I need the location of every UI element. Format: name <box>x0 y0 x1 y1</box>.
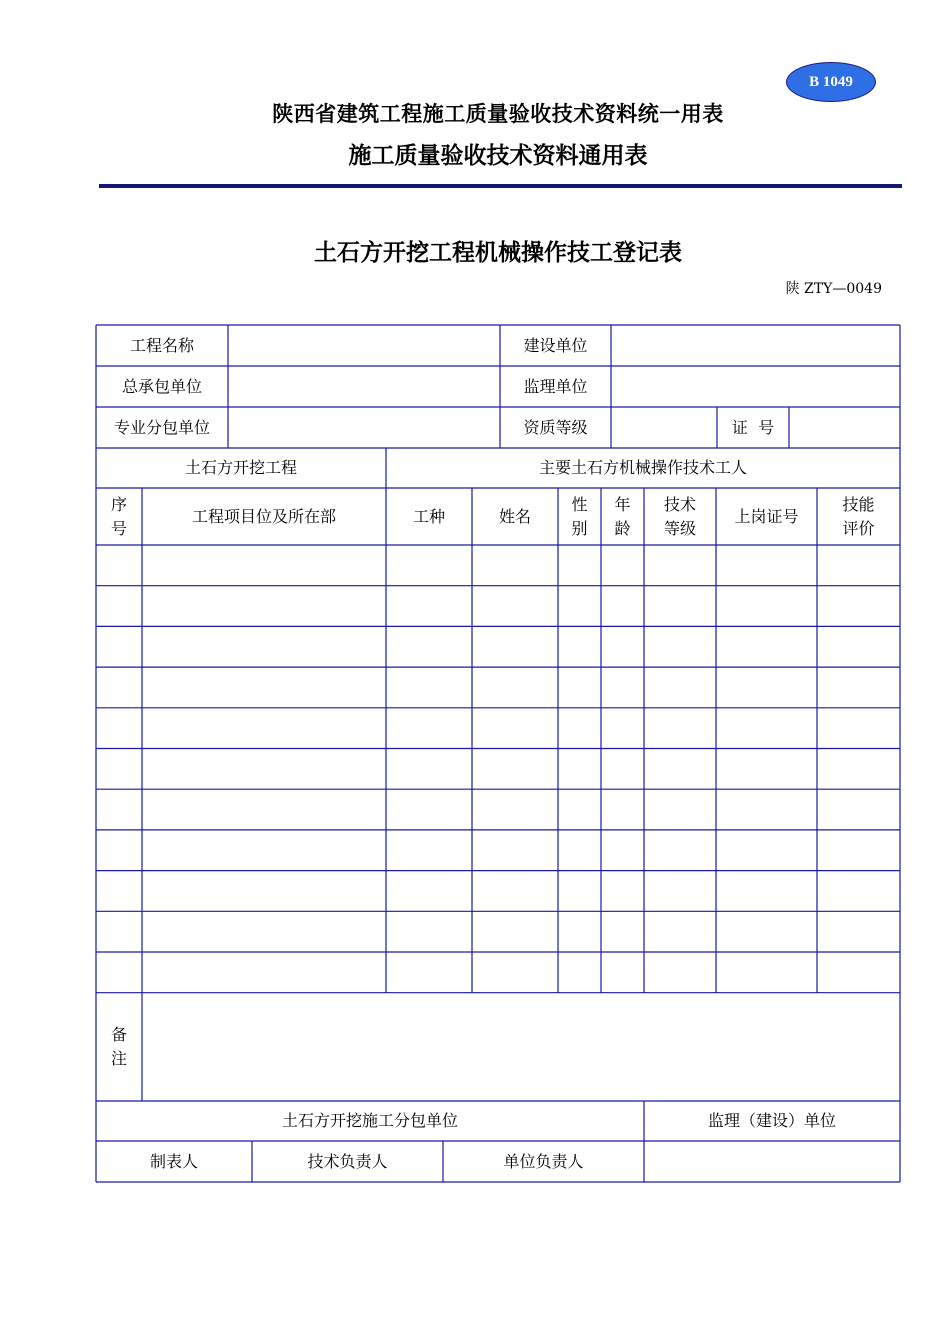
cell-seq[interactable] <box>96 626 142 667</box>
cell-tech-grade[interactable] <box>644 626 716 667</box>
cell-tech-grade[interactable] <box>644 789 716 830</box>
label-qualification-grade: 资质等级 <box>523 417 588 437</box>
section-earthwork: 土石方开挖工程 <box>184 458 297 477</box>
cell-gender[interactable] <box>558 830 601 871</box>
footer-supervisor: 监理（建设）单位 <box>707 1111 836 1130</box>
value-specialty-subcontractor[interactable] <box>228 407 500 448</box>
col-tech-grade: 技术等级 <box>663 494 696 538</box>
cell-gender[interactable] <box>558 545 601 586</box>
cell-trade[interactable] <box>386 708 472 749</box>
cell-item[interactable] <box>142 586 386 627</box>
cell-trade[interactable] <box>386 911 472 952</box>
col-item: 工程项目位及所在部 <box>191 506 336 526</box>
cell-tech-grade[interactable] <box>644 667 716 708</box>
cell-tech-grade[interactable] <box>644 545 716 586</box>
cell-gender[interactable] <box>558 789 601 830</box>
cell-seq[interactable] <box>96 708 142 749</box>
cell-item[interactable] <box>142 667 386 708</box>
col-gender: 性别 <box>571 494 588 538</box>
cell-skill-eval[interactable] <box>817 708 900 749</box>
footer-unit-lead: 单位负责人 <box>503 1151 584 1171</box>
cell-name[interactable] <box>472 749 558 790</box>
col-trade: 工种 <box>412 506 445 526</box>
cell-trade[interactable] <box>386 789 472 830</box>
cell-gender[interactable] <box>558 911 601 952</box>
col-post-cert: 上岗证号 <box>734 506 799 526</box>
cell-skill-eval[interactable] <box>817 545 900 586</box>
cell-post-cert[interactable] <box>716 586 817 627</box>
cell-item[interactable] <box>142 830 386 871</box>
cell-trade[interactable] <box>386 749 472 790</box>
value-construction-unit[interactable] <box>611 325 900 366</box>
cell-tech-grade[interactable] <box>644 586 716 627</box>
cell-skill-eval[interactable] <box>817 586 900 627</box>
cell-post-cert[interactable] <box>716 871 817 912</box>
form-code: 陕 ZTY—0049 <box>785 281 882 297</box>
value-project-name[interactable] <box>228 325 500 366</box>
remarks-field[interactable] <box>142 992 900 1101</box>
cell-item[interactable] <box>142 708 386 749</box>
cell-item[interactable] <box>142 871 386 912</box>
cell-post-cert[interactable] <box>716 667 817 708</box>
footer-subcontractor: 土石方开挖施工分包单位 <box>281 1111 458 1130</box>
cell-trade[interactable] <box>386 871 472 912</box>
cell-gender[interactable] <box>558 749 601 790</box>
cell-age[interactable] <box>601 586 644 627</box>
cell-skill-eval[interactable] <box>817 749 900 790</box>
footer-supervisor-signature[interactable] <box>644 1141 900 1182</box>
col-seq: 序号 <box>110 494 127 538</box>
cell-post-cert[interactable] <box>716 545 817 586</box>
cell-post-cert[interactable] <box>716 789 817 830</box>
cell-seq[interactable] <box>96 749 142 790</box>
cell-gender[interactable] <box>558 586 601 627</box>
cell-age[interactable] <box>601 626 644 667</box>
cell-item[interactable] <box>142 911 386 952</box>
cell-seq[interactable] <box>96 545 142 586</box>
form-number-badge: B 1049 <box>786 62 876 102</box>
cell-seq[interactable] <box>96 586 142 627</box>
cell-tech-grade[interactable] <box>644 871 716 912</box>
cell-age[interactable] <box>601 708 644 749</box>
cell-age[interactable] <box>601 871 644 912</box>
cell-tech-grade[interactable] <box>644 749 716 790</box>
col-skill-eval: 技能评价 <box>842 494 875 538</box>
cell-trade[interactable] <box>386 667 472 708</box>
cell-gender[interactable] <box>558 871 601 912</box>
cell-name[interactable] <box>472 667 558 708</box>
cell-gender[interactable] <box>558 952 601 993</box>
cell-post-cert[interactable] <box>716 708 817 749</box>
cell-seq[interactable] <box>96 667 142 708</box>
cell-name[interactable] <box>472 871 558 912</box>
cell-name[interactable] <box>472 545 558 586</box>
value-qualification-grade[interactable] <box>611 407 717 448</box>
cell-name[interactable] <box>472 911 558 952</box>
cell-skill-eval[interactable] <box>817 911 900 952</box>
cell-seq[interactable] <box>96 952 142 993</box>
cell-age[interactable] <box>601 749 644 790</box>
cell-tech-grade[interactable] <box>644 830 716 871</box>
col-age: 年龄 <box>614 494 631 538</box>
cell-name[interactable] <box>472 830 558 871</box>
cell-name[interactable] <box>472 586 558 627</box>
cell-skill-eval[interactable] <box>817 626 900 667</box>
cell-seq[interactable] <box>96 789 142 830</box>
cell-gender[interactable] <box>558 708 601 749</box>
cell-trade[interactable] <box>386 830 472 871</box>
cell-post-cert[interactable] <box>716 749 817 790</box>
cell-age[interactable] <box>601 667 644 708</box>
cell-item[interactable] <box>142 749 386 790</box>
cell-age[interactable] <box>601 545 644 586</box>
cell-item[interactable] <box>142 545 386 586</box>
cell-name[interactable] <box>472 708 558 749</box>
footer-prepared-by: 制表人 <box>149 1151 198 1171</box>
col-name: 姓名 <box>498 506 531 526</box>
cell-trade[interactable] <box>386 952 472 993</box>
label-general-contractor: 总承包单位 <box>121 376 202 396</box>
footer-tech-lead: 技术负责人 <box>307 1151 388 1171</box>
cell-tech-grade[interactable] <box>644 708 716 749</box>
label-specialty-subcontractor: 专业分包单位 <box>113 417 210 437</box>
header-line-1: 陕西省建筑工程施工质量验收技术资料统一用表 <box>272 101 724 126</box>
value-general-contractor[interactable] <box>228 366 500 407</box>
cell-age[interactable] <box>601 789 644 830</box>
cell-post-cert[interactable] <box>716 626 817 667</box>
cell-skill-eval[interactable] <box>817 830 900 871</box>
cell-skill-eval[interactable] <box>817 952 900 993</box>
cell-skill-eval[interactable] <box>817 667 900 708</box>
cell-trade[interactable] <box>386 586 472 627</box>
cell-name[interactable] <box>472 952 558 993</box>
label-certificate-no: 证 号 <box>731 417 775 437</box>
cell-post-cert[interactable] <box>716 952 817 993</box>
cell-seq[interactable] <box>96 830 142 871</box>
remarks-label: 备注 <box>110 1024 127 1068</box>
cell-tech-grade[interactable] <box>644 952 716 993</box>
cell-item[interactable] <box>142 789 386 830</box>
cell-tech-grade[interactable] <box>644 911 716 952</box>
cell-seq[interactable] <box>96 871 142 912</box>
label-project-name: 工程名称 <box>129 335 194 355</box>
cell-trade[interactable] <box>386 626 472 667</box>
cell-skill-eval[interactable] <box>817 871 900 912</box>
value-supervision-unit[interactable] <box>611 366 900 407</box>
section-machine-operators: 主要土石方机械操作技术工人 <box>538 458 747 477</box>
cell-name[interactable] <box>472 626 558 667</box>
form-title: 土石方开挖工程机械操作技工登记表 <box>314 239 682 266</box>
cell-age[interactable] <box>601 911 644 952</box>
cell-post-cert[interactable] <box>716 911 817 952</box>
cell-name[interactable] <box>472 789 558 830</box>
label-construction-unit: 建设单位 <box>523 335 588 355</box>
cell-age[interactable] <box>601 952 644 993</box>
label-supervision-unit: 监理单位 <box>523 376 588 396</box>
cell-post-cert[interactable] <box>716 830 817 871</box>
cell-skill-eval[interactable] <box>817 789 900 830</box>
cell-item[interactable] <box>142 952 386 993</box>
cell-gender[interactable] <box>558 667 601 708</box>
cell-age[interactable] <box>601 830 644 871</box>
cell-gender[interactable] <box>558 626 601 667</box>
cell-seq[interactable] <box>96 911 142 952</box>
value-certificate-no[interactable] <box>789 407 900 448</box>
cell-item[interactable] <box>142 626 386 667</box>
cell-trade[interactable] <box>386 545 472 586</box>
header-line-2: 施工质量验收技术资料通用表 <box>348 142 648 169</box>
